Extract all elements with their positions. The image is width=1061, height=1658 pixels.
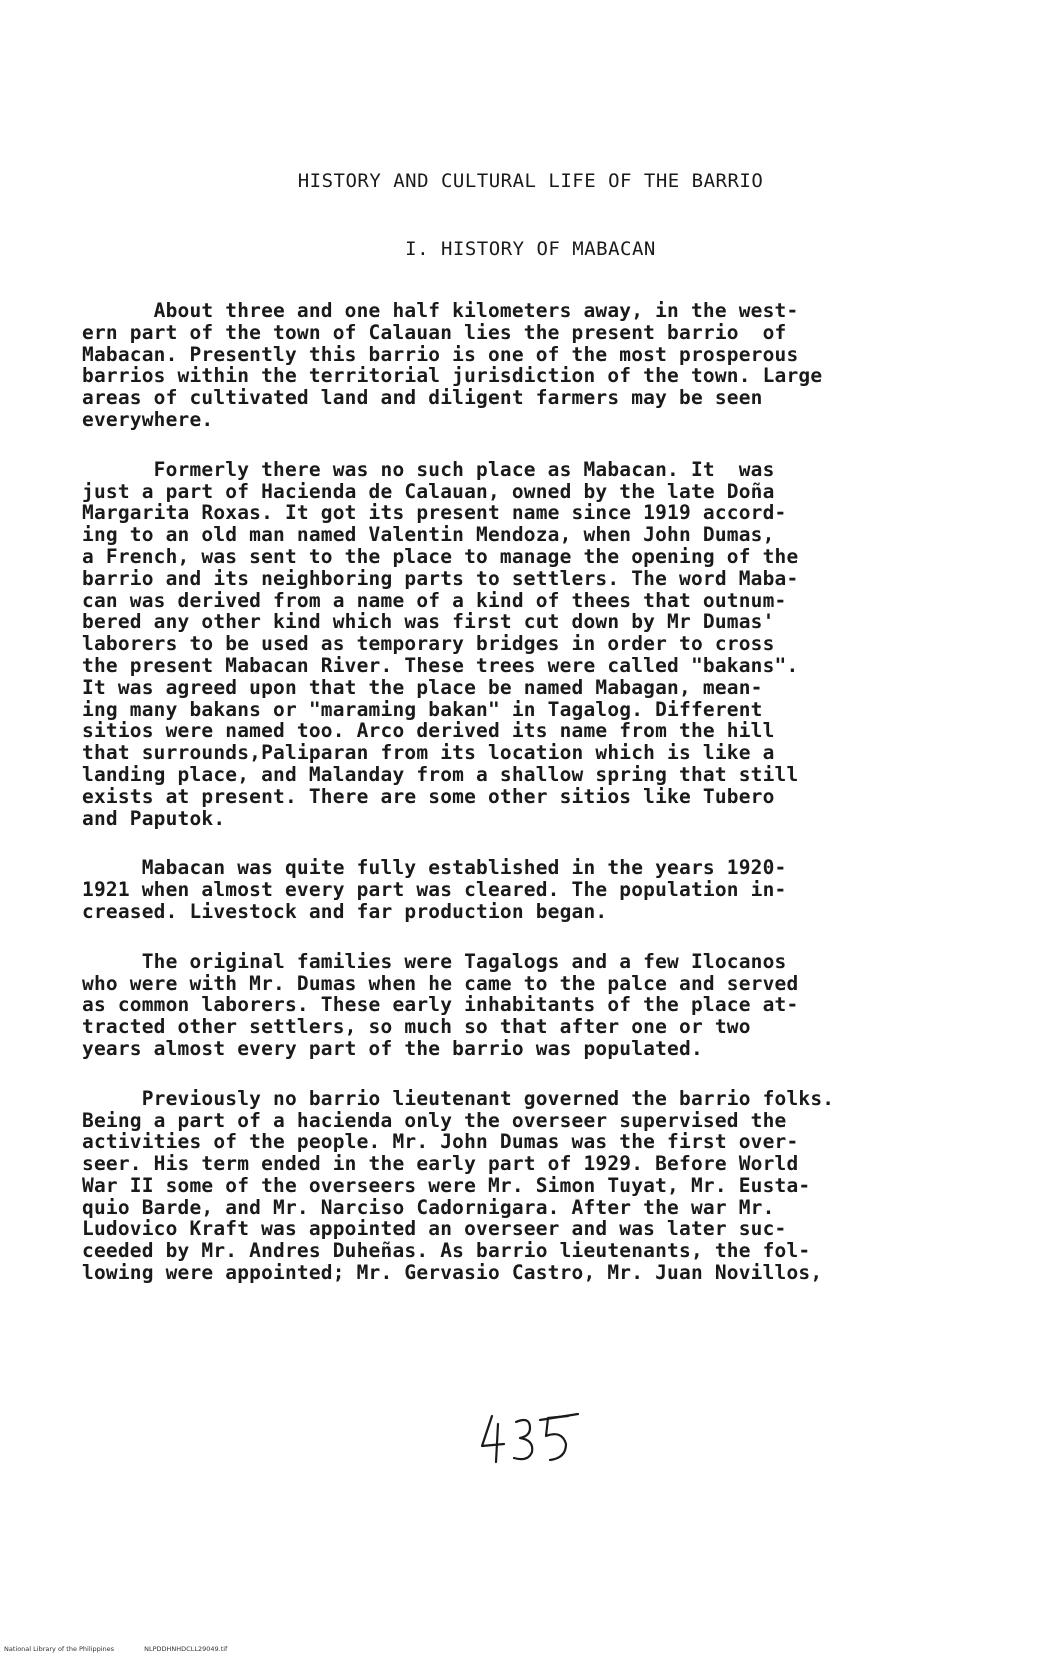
footer-file: NLPDDHNHDCLL29049.tif: [144, 1645, 228, 1653]
text-line: landing place, and Malanday from a shallow spring that still: [82, 762, 799, 786]
text-line: Formerly there was no such place as Mabacan. It was: [82, 457, 775, 481]
text-line: Mabacan. Presently this barrio is one of the most prosperous: [82, 342, 799, 366]
text-line: seer. His term ended in the early part of 1929. Before World: [82, 1152, 799, 1176]
text-line: sitios were named too. Arco derived its name from the hill: [82, 719, 775, 743]
paragraph: [82, 951, 982, 1060]
text-line: years almost every part of the barrio was populated.: [82, 1036, 703, 1060]
paragraph: [82, 300, 982, 431]
text-line: who were with Mr. Dumas when he came to the palce and served: [82, 971, 799, 995]
scan-footer: [4, 1645, 255, 1653]
text-line: Mabacan was quite fully established in the years 1920-: [82, 856, 787, 880]
text-line: It was agreed upon that the place be named Mabagan, mean-: [82, 675, 763, 699]
text-line: lowing were appointed; Mr. Gervasio Castro, Mr. Juan Novillos,: [82, 1261, 823, 1285]
text-line: War II some of the overseers were Mr. Simon Tuyat, Mr. Eusta-: [82, 1173, 811, 1197]
text-line: bered any other kind which was first cut down by Mr Dumas': [82, 610, 775, 634]
text-line: and Paputok.: [82, 806, 226, 830]
paragraph: [82, 459, 982, 830]
text-line: creased. Livestock and far production began.: [82, 899, 608, 923]
document-body: [82, 300, 982, 1312]
text-line: barrios within the territorial jurisdiction of the town. Large: [82, 364, 823, 388]
document-title: HISTORY AND CULTURAL LIFE OF THE BARRIO: [297, 170, 764, 192]
text-line: areas of cultivated land and diligent farmers may be seen: [82, 386, 763, 410]
text-line: quio Barde, and Mr. Narciso Cadornigara. After the war Mr.: [82, 1195, 775, 1219]
text-line: 1921 when almost every part was cleared. The population in-: [82, 878, 787, 902]
text-line: the present Mabacan River. These trees were called "bakans".: [82, 653, 799, 677]
text-line: barrio and its neighboring parts to settlers. The word Maba-: [82, 566, 799, 590]
text-line: ing many bakans or "maraming bakan" in Tagalog. Different: [82, 697, 763, 721]
footer-library: National Library of the Philippines: [4, 1645, 115, 1653]
text-line: ceeded by Mr. Andres Duheñas. As barrio lieutenants, the fol-: [82, 1239, 811, 1263]
text-line: just a part of Hacienda de Calauan, owned by the late Doña: [82, 479, 775, 503]
text-line: can was derived from a name of a kind of thees that outnum-: [82, 588, 787, 612]
text-line: activities of the people. Mr. John Dumas was the first over-: [82, 1130, 799, 1154]
handwritten-page-number: [478, 1410, 588, 1468]
text-line: ern part of the town of Calauan lies the present barrio of: [82, 320, 787, 344]
section-title: I. HISTORY OF MABACAN: [405, 238, 656, 260]
text-line: The original families were Tagalogs and a few Ilocanos: [82, 949, 787, 973]
text-line: About three and one half kilometers away, in the west-: [82, 299, 799, 322]
text-line: Being a part of a hacienda only the overseer supervised the: [82, 1108, 787, 1132]
text-line: as common laborers. These early inhabitants of the place at-: [82, 993, 799, 1017]
text-line: laborers to be used as temporary bridges in order to cross: [82, 632, 775, 656]
text-line: tracted other settlers, so much so that after one or two: [82, 1015, 751, 1039]
text-line: everywhere.: [82, 407, 214, 431]
paragraph: [82, 1088, 982, 1284]
text-line: exists at present. There are some other sitios like Tubero: [82, 784, 775, 808]
text-line: Ludovico Kraft was appointed an overseer and was later suc-: [82, 1217, 787, 1241]
text-line: that surrounds,Paliparan from its location which is like a: [82, 741, 775, 765]
text-line: Previously no barrio lieutenant governed the barrio folks.: [82, 1086, 835, 1110]
paragraph: [82, 857, 982, 922]
text-line: ing to an old man named Valentin Mendoza, when John Dumas,: [82, 523, 775, 547]
text-line: Margarita Roxas. It got its present name since 1919 accord-: [82, 501, 787, 525]
text-line: a French, was sent to the place to manage the opening of the: [82, 544, 799, 568]
